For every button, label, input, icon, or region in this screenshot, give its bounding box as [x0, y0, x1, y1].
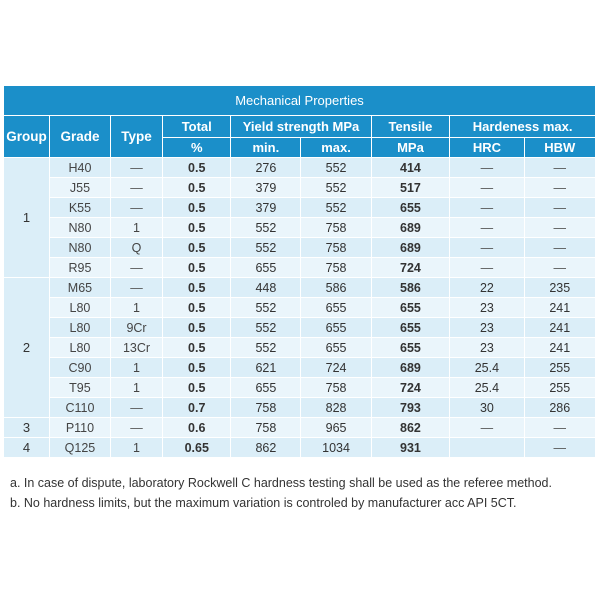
footnotes [10, 473, 552, 513]
cell-total: 0.5 [163, 158, 231, 178]
cell-tensile: 689 [371, 238, 450, 258]
cell-grade: P110 [50, 418, 111, 438]
table-row [4, 278, 596, 298]
cell-tensile: 586 [371, 278, 450, 298]
cell-total: 0.5 [163, 218, 231, 238]
cell-type: 13Cr [110, 338, 162, 358]
cell-hbw: 235 [524, 278, 595, 298]
cell-yield-min: 621 [231, 358, 301, 378]
cell-grade: N80 [50, 218, 111, 238]
cell-total: 0.5 [163, 278, 231, 298]
header-yield-strength: Yield strength MPa [231, 116, 371, 138]
cell-grade: N80 [50, 238, 111, 258]
header-yield-min: min. [231, 138, 301, 158]
cell-yield-max: 724 [301, 358, 371, 378]
cell-yield-min: 552 [231, 338, 301, 358]
cell-hrc: 25.4 [450, 378, 524, 398]
cell-yield-min: 862 [231, 438, 301, 458]
table-row [4, 298, 596, 318]
cell-total: 0.5 [163, 378, 231, 398]
cell-tensile: 793 [371, 398, 450, 418]
cell-group: 3 [4, 418, 50, 438]
cell-hbw: 286 [524, 398, 595, 418]
cell-yield-min: 758 [231, 398, 301, 418]
cell-hrc: 30 [450, 398, 524, 418]
cell-grade: K55 [50, 198, 111, 218]
cell-total: 0.5 [163, 238, 231, 258]
cell-type: — [110, 258, 162, 278]
header-hardness: Hardeness max. [450, 116, 596, 138]
cell-yield-min: 655 [231, 258, 301, 278]
cell-total: 0.5 [163, 198, 231, 218]
cell-yield-min: 276 [231, 158, 301, 178]
cell-type: 1 [110, 218, 162, 238]
cell-yield-min: 552 [231, 238, 301, 258]
cell-tensile: 655 [371, 318, 450, 338]
cell-yield-min: 758 [231, 418, 301, 438]
header-total-unit: % [163, 138, 231, 158]
cell-yield-min: 379 [231, 178, 301, 198]
cell-yield-min: 552 [231, 298, 301, 318]
cell-yield-max: 586 [301, 278, 371, 298]
table-row [4, 218, 596, 238]
header-hbw: HBW [524, 138, 595, 158]
cell-yield-max: 552 [301, 198, 371, 218]
mechanical-properties-table-wrap [3, 85, 596, 458]
cell-grade: J55 [50, 178, 111, 198]
cell-grade: L80 [50, 338, 111, 358]
cell-yield-max: 758 [301, 258, 371, 278]
cell-yield-max: 758 [301, 218, 371, 238]
cell-type: Q [110, 238, 162, 258]
header-hrc: HRC [450, 138, 524, 158]
cell-yield-max: 655 [301, 298, 371, 318]
cell-grade: R95 [50, 258, 111, 278]
cell-tensile: 689 [371, 358, 450, 378]
header-tensile: Tensile [371, 116, 450, 138]
cell-type: 1 [110, 438, 162, 458]
cell-hbw: — [524, 158, 595, 178]
header-group: Group [4, 116, 50, 158]
cell-hrc: — [450, 418, 524, 438]
cell-yield-min: 552 [231, 318, 301, 338]
cell-hrc: — [450, 238, 524, 258]
table-row [4, 258, 596, 278]
cell-grade: C90 [50, 358, 111, 378]
cell-hbw: 241 [524, 298, 595, 318]
cell-total: 0.5 [163, 178, 231, 198]
cell-yield-min: 655 [231, 378, 301, 398]
header-tensile-unit: MPa [371, 138, 450, 158]
cell-tensile: 689 [371, 218, 450, 238]
cell-grade: Q125 [50, 438, 111, 458]
cell-yield-max: 552 [301, 178, 371, 198]
cell-type: — [110, 418, 162, 438]
cell-yield-min: 552 [231, 218, 301, 238]
header-total: Total [163, 116, 231, 138]
cell-hbw: 241 [524, 338, 595, 358]
table-row [4, 418, 596, 438]
table-row [4, 238, 596, 258]
cell-tensile: 931 [371, 438, 450, 458]
table-row [4, 438, 596, 458]
cell-group: 4 [4, 438, 50, 458]
table-row [4, 398, 596, 418]
cell-hbw: — [524, 438, 595, 458]
cell-hrc: 23 [450, 318, 524, 338]
cell-type: — [110, 198, 162, 218]
footnote-b: b. No hardness limits, but the maximum variation is controled by manufacturer acc API 5CT. [10, 496, 517, 510]
cell-hbw: 255 [524, 358, 595, 378]
cell-hbw: — [524, 198, 595, 218]
table-row [4, 318, 596, 338]
cell-yield-max: 1034 [301, 438, 371, 458]
cell-hrc: — [450, 198, 524, 218]
cell-type: — [110, 178, 162, 198]
cell-hrc: — [450, 258, 524, 278]
cell-total: 0.7 [163, 398, 231, 418]
cell-type: 1 [110, 358, 162, 378]
table-row [4, 358, 596, 378]
header-grade: Grade [50, 116, 111, 158]
cell-hrc: — [450, 178, 524, 198]
cell-hrc: 25.4 [450, 358, 524, 378]
table-row [4, 158, 596, 178]
cell-yield-min: 379 [231, 198, 301, 218]
cell-group: 2 [4, 278, 50, 418]
footnote-a: a. In case of dispute, laboratory Rockwell C hardness testing shall be used as the referee method. [10, 476, 552, 490]
cell-type: — [110, 158, 162, 178]
cell-total: 0.5 [163, 258, 231, 278]
cell-grade: C110 [50, 398, 111, 418]
cell-hrc: — [450, 158, 524, 178]
cell-hbw: — [524, 258, 595, 278]
cell-yield-max: 758 [301, 238, 371, 258]
cell-total: 0.5 [163, 358, 231, 378]
header-type: Type [110, 116, 162, 158]
cell-grade: L80 [50, 318, 111, 338]
table-row [4, 338, 596, 358]
cell-tensile: 862 [371, 418, 450, 438]
table-row [4, 198, 596, 218]
cell-total: 0.6 [163, 418, 231, 438]
cell-tensile: 724 [371, 378, 450, 398]
cell-type: — [110, 398, 162, 418]
cell-yield-max: 552 [301, 158, 371, 178]
cell-grade: T95 [50, 378, 111, 398]
cell-yield-max: 655 [301, 338, 371, 358]
table-body [4, 158, 596, 458]
table-title: Mechanical Properties [4, 86, 596, 116]
cell-hbw: — [524, 418, 595, 438]
cell-grade: M65 [50, 278, 111, 298]
cell-hrc: 23 [450, 298, 524, 318]
cell-hrc: — [450, 218, 524, 238]
cell-tensile: 655 [371, 198, 450, 218]
header-yield-max: max. [301, 138, 371, 158]
cell-hbw: — [524, 238, 595, 258]
mechanical-properties-table [3, 85, 596, 458]
cell-hbw: 255 [524, 378, 595, 398]
cell-grade: L80 [50, 298, 111, 318]
cell-tensile: 655 [371, 338, 450, 358]
cell-total: 0.65 [163, 438, 231, 458]
cell-total: 0.5 [163, 338, 231, 358]
cell-hbw: — [524, 178, 595, 198]
cell-total: 0.5 [163, 318, 231, 338]
cell-hrc: 23 [450, 338, 524, 358]
cell-yield-max: 828 [301, 398, 371, 418]
cell-type: 1 [110, 298, 162, 318]
cell-type: 9Cr [110, 318, 162, 338]
cell-total: 0.5 [163, 298, 231, 318]
cell-tensile: 517 [371, 178, 450, 198]
cell-tensile: 724 [371, 258, 450, 278]
cell-yield-max: 655 [301, 318, 371, 338]
cell-yield-min: 448 [231, 278, 301, 298]
cell-hrc: 22 [450, 278, 524, 298]
cell-yield-max: 758 [301, 378, 371, 398]
cell-hbw: — [524, 218, 595, 238]
table-row [4, 178, 596, 198]
cell-tensile: 655 [371, 298, 450, 318]
cell-type: 1 [110, 378, 162, 398]
cell-tensile: 414 [371, 158, 450, 178]
cell-hbw: 241 [524, 318, 595, 338]
cell-group: 1 [4, 158, 50, 278]
cell-type: — [110, 278, 162, 298]
cell-hrc [450, 438, 524, 458]
table-row [4, 378, 596, 398]
cell-yield-max: 965 [301, 418, 371, 438]
cell-grade: H40 [50, 158, 111, 178]
